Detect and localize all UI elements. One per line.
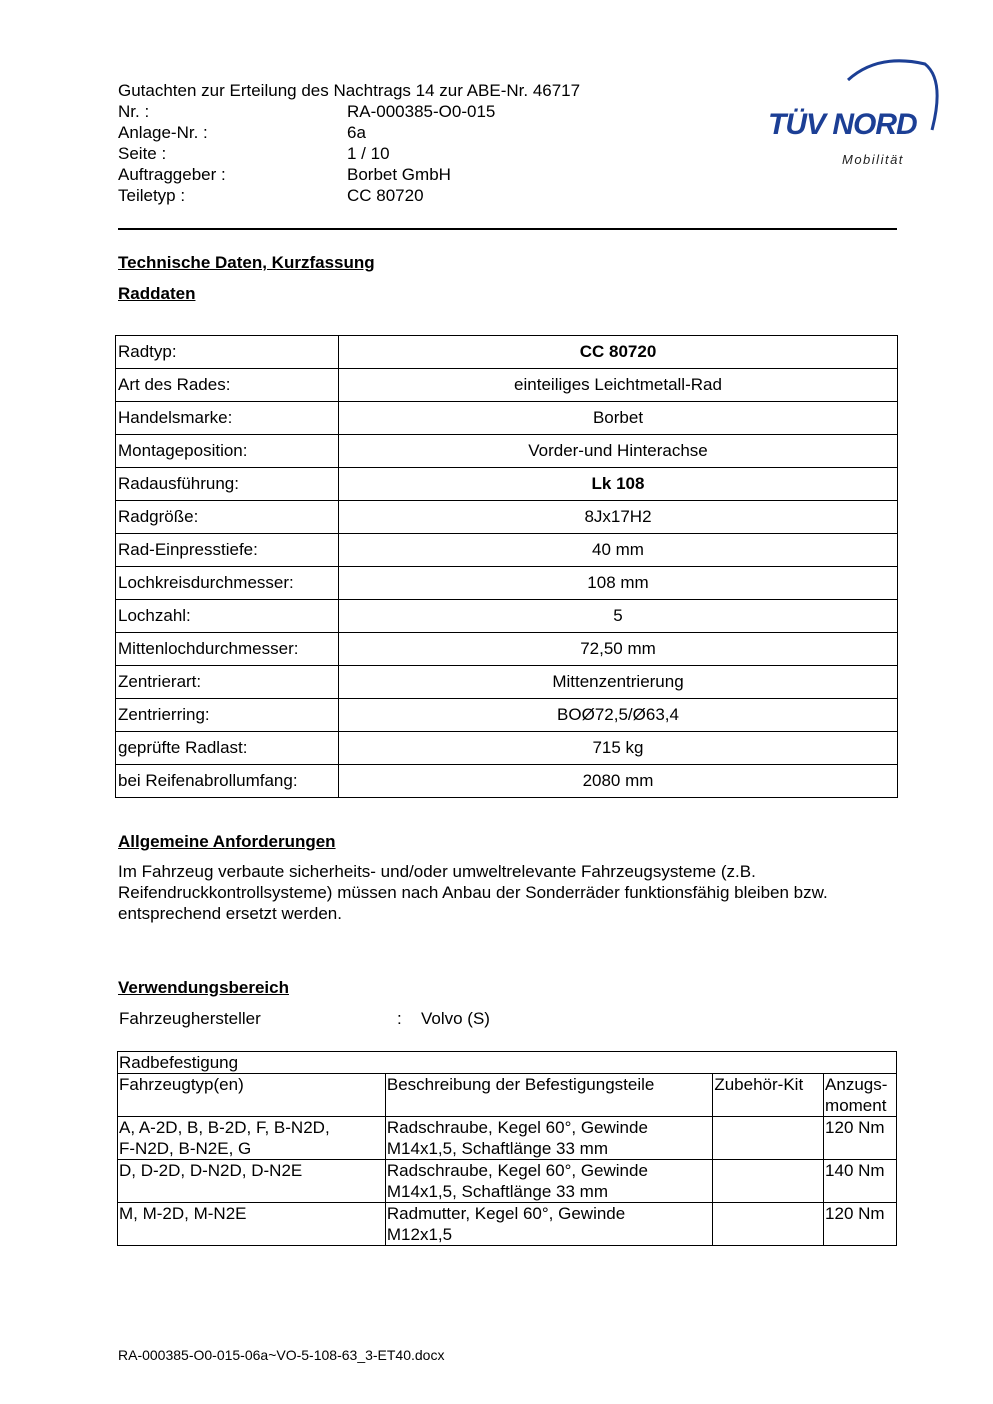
row-label: Zentrierring: <box>116 699 339 732</box>
row-label: Handelsmarke: <box>116 402 339 435</box>
column-header: Beschreibung der Befestigungsteile <box>385 1074 712 1117</box>
cell-moment: 120 Nm <box>824 1203 897 1246</box>
radbefestigung-table <box>117 1051 897 1246</box>
row-label: Radtyp: <box>116 336 339 369</box>
table-row <box>116 534 898 567</box>
cell-line: F-N2D, B-N2E, G <box>119 1139 252 1158</box>
column-header <box>824 1074 897 1117</box>
hersteller-label: Fahrzeughersteller <box>119 1009 261 1028</box>
row-label: Radgröße: <box>116 501 339 534</box>
tuv-nord-logo <box>760 58 940 170</box>
row-value: Vorder-und Hinterachse <box>339 435 898 468</box>
header-value-anlage: 6a <box>347 123 366 142</box>
table-row <box>116 501 898 534</box>
table-row <box>118 1117 897 1160</box>
row-label: Rad-Einpresstiefe: <box>116 534 339 567</box>
row-value: Mittenzentrierung <box>339 666 898 699</box>
cell-zubehoer <box>713 1160 824 1203</box>
row-value: 8Jx17H2 <box>339 501 898 534</box>
header-divider <box>118 228 897 230</box>
cell-line: M12x1,5 <box>386 1225 453 1244</box>
row-label: Montageposition: <box>116 435 339 468</box>
table-row <box>116 468 898 501</box>
table-row <box>116 369 898 402</box>
cell-line: Radmutter, Kegel 60°, Gewinde <box>386 1204 626 1223</box>
row-value: einteiliges Leichtmetall-Rad <box>339 369 898 402</box>
row-value: 715 kg <box>339 732 898 765</box>
table-row <box>116 600 898 633</box>
row-value: 40 mm <box>339 534 898 567</box>
table-row <box>116 765 898 798</box>
table-caption: Radbefestigung <box>118 1052 897 1074</box>
logo-wordmark: TÜV NORD <box>768 108 917 141</box>
cell-zubehoer <box>713 1117 824 1160</box>
table-row <box>116 435 898 468</box>
table-row <box>116 666 898 699</box>
header-value-auftraggeber: Borbet GmbH <box>347 165 451 184</box>
logo-subtitle: Mobilität <box>842 152 904 167</box>
header-label-auftraggeber: Auftraggeber : <box>118 165 226 184</box>
row-label: Mittenlochdurchmesser: <box>116 633 339 666</box>
row-value: BOØ72,5/Ø63,4 <box>339 699 898 732</box>
header-label-nr: Nr. : <box>118 102 150 121</box>
raddaten-table <box>115 335 898 798</box>
row-label: Zentrierart: <box>116 666 339 699</box>
row-label: Lochkreisdurchmesser: <box>116 567 339 600</box>
table-row <box>118 1203 897 1246</box>
section-heading-allgemein: Allgemeine Anforderungen <box>118 832 336 851</box>
row-value: 108 mm <box>339 567 898 600</box>
header-label-anlage: Anlage-Nr. : <box>118 123 208 142</box>
row-value: Borbet <box>339 402 898 435</box>
table-row <box>116 699 898 732</box>
cell-fahrzeugtyp <box>118 1160 386 1203</box>
header-value-nr: RA-000385-O0-015 <box>347 102 496 121</box>
cell-line: D, D-2D, D-N2D, D-N2E <box>119 1161 303 1180</box>
cell-line: A, A-2D, B, B-2D, F, B-N2D, <box>119 1118 330 1137</box>
section-heading-tech: Technische Daten, Kurzfassung <box>118 253 375 272</box>
hersteller-colon: : <box>397 1009 402 1028</box>
cell-moment: 140 Nm <box>824 1160 897 1203</box>
section-heading-verwendung: Verwendungsbereich <box>118 978 289 997</box>
cell-beschreibung <box>385 1160 712 1203</box>
column-header-line: Anzugs- <box>825 1075 888 1094</box>
table-row <box>116 633 898 666</box>
row-label: geprüfte Radlast: <box>116 732 339 765</box>
row-label: Radausführung: <box>116 468 339 501</box>
cell-moment: 120 Nm <box>824 1117 897 1160</box>
allgemein-paragraph: Im Fahrzeug verbaute sicherheits- und/oder umweltrelevante Fahrzeugsysteme (z.B. Reifendruckkontrollsysteme) müssen nach Anbau der Sonderräder funktionsfähig bleiben bzw. entsprechend ersetzt werden. <box>118 862 828 923</box>
row-value: 72,50 mm <box>339 633 898 666</box>
header-title: Gutachten zur Erteilung des Nachtrags 14 zur ABE-Nr. 46717 <box>118 81 581 100</box>
table-row <box>116 402 898 435</box>
column-header: Zubehör-Kit <box>713 1074 824 1117</box>
cell-fahrzeugtyp <box>118 1203 386 1246</box>
footer-filename: RA-000385-O0-015-06a~VO-5-108-63_3-ET40.docx <box>118 1347 445 1363</box>
row-value: 2080 mm <box>339 765 898 798</box>
cell-fahrzeugtyp <box>118 1117 386 1160</box>
table-row <box>116 732 898 765</box>
row-label: Lochzahl: <box>116 600 339 633</box>
table-row <box>118 1160 897 1203</box>
row-label: Art des Rades: <box>116 369 339 402</box>
column-header: Fahrzeugtyp(en) <box>118 1074 386 1117</box>
cell-line: M, M-2D, M-N2E <box>119 1204 247 1223</box>
cell-line: M14x1,5, Schaftlänge 33 mm <box>386 1139 609 1158</box>
table-header-row <box>118 1074 897 1117</box>
table-row <box>116 567 898 600</box>
row-label: bei Reifenabrollumfang: <box>116 765 339 798</box>
header-value-teiletyp: CC 80720 <box>347 186 424 205</box>
header-value-seite: 1 / 10 <box>347 144 390 163</box>
cell-beschreibung <box>385 1117 712 1160</box>
row-value: 5 <box>339 600 898 633</box>
cell-zubehoer <box>713 1203 824 1246</box>
cell-beschreibung <box>385 1203 712 1246</box>
cell-line: Radschraube, Kegel 60°, Gewinde <box>386 1161 648 1180</box>
row-value: CC 80720 <box>339 336 898 369</box>
table-row <box>116 336 898 369</box>
column-header-line: moment <box>825 1096 887 1115</box>
table-caption-row <box>118 1052 897 1074</box>
cell-line: Radschraube, Kegel 60°, Gewinde <box>386 1118 648 1137</box>
cell-line: M14x1,5, Schaftlänge 33 mm <box>386 1182 609 1201</box>
header-label-teiletyp: Teiletyp : <box>118 186 186 205</box>
header-label-seite: Seite : <box>118 144 167 163</box>
row-value: Lk 108 <box>339 468 898 501</box>
section-heading-raddaten: Raddaten <box>118 284 196 303</box>
hersteller-value: Volvo (S) <box>421 1009 490 1028</box>
